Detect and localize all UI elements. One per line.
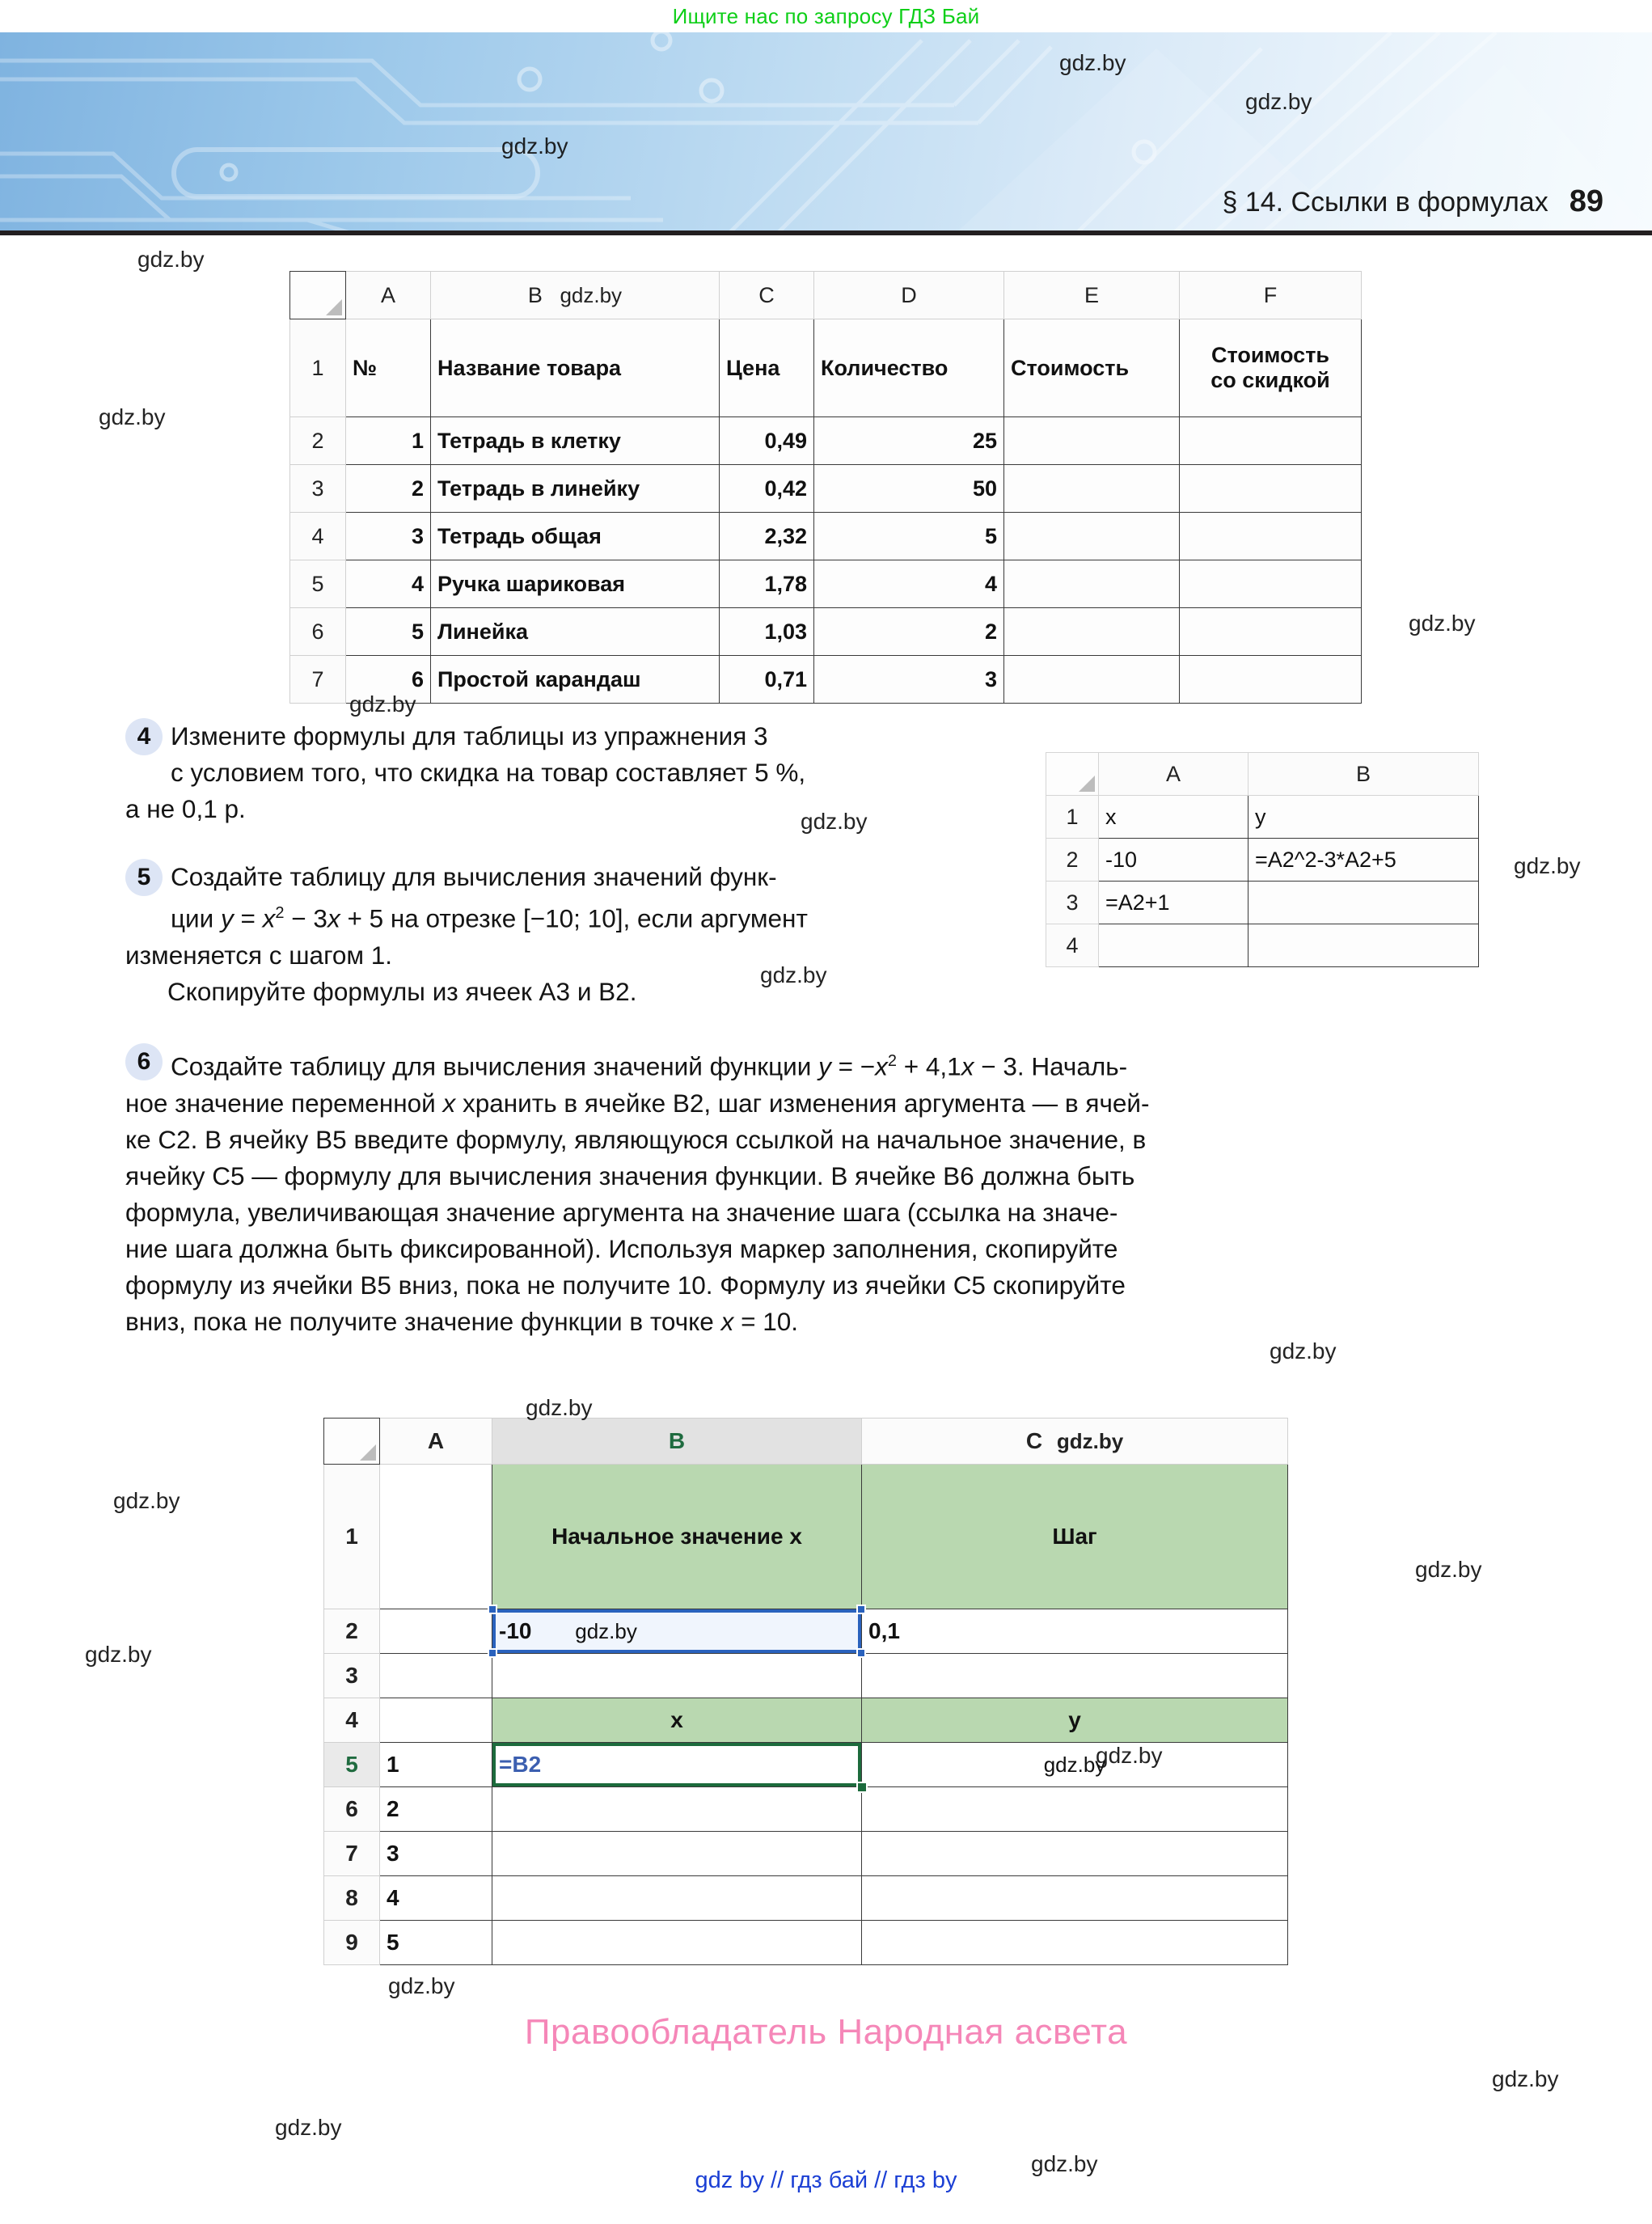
ex6-l1-x2: x: [961, 1051, 974, 1081]
cell-c2[interactable]: 0,49: [720, 417, 814, 465]
cell-a2[interactable]: -10: [1099, 839, 1249, 882]
cell-a5[interactable]: 1: [380, 1743, 492, 1787]
site-footer: [0, 2167, 1652, 2194]
column-header-row: [1046, 753, 1479, 796]
table-row: [1046, 839, 1479, 882]
promo-text: Ищите нас по запросу ГДЗ Бай: [672, 3, 980, 28]
cell-b9[interactable]: [492, 1921, 862, 1965]
cell-b4[interactable]: [1249, 924, 1479, 967]
row-header-5[interactable]: 5: [290, 560, 346, 608]
cell-f6[interactable]: [1180, 608, 1362, 656]
cell-c7[interactable]: [862, 1832, 1288, 1876]
cell-e5[interactable]: [1004, 560, 1180, 608]
column-header-c-label: C: [1025, 1428, 1043, 1453]
cell-f2[interactable]: [1180, 417, 1362, 465]
cell-b3[interactable]: [1249, 882, 1479, 924]
column-header-a[interactable]: A: [380, 1419, 492, 1465]
cell-a2[interactable]: [380, 1609, 492, 1654]
cell-b2-selected[interactable]: [492, 1609, 862, 1654]
watermark-16: gdz.by: [388, 1973, 455, 1998]
cell-b4[interactable]: x: [492, 1698, 862, 1743]
cell-a5[interactable]: 4: [346, 560, 431, 608]
watermark-14: gdz.by: [85, 1642, 152, 1667]
cell-a3[interactable]: =A2+1: [1099, 882, 1249, 924]
table-row: [324, 1743, 1288, 1787]
ex6-l1-eq: = −: [830, 1051, 876, 1081]
column-header-a[interactable]: A: [346, 272, 431, 319]
exercise-6-line-6: ние шага должна быть фиксированной). Используя маркер заполнения, скопируйте: [125, 1233, 1118, 1263]
cell-a3[interactable]: [380, 1654, 492, 1698]
table-row: [324, 1465, 1288, 1609]
ex6-l2-b: хранить в ячейке B2, шаг изменения аргумента — в ячей-: [455, 1088, 1150, 1118]
cell-e2[interactable]: [1004, 417, 1180, 465]
exercise-6-line-8: [125, 1304, 1492, 1340]
exercise-5-line-3: изменяется с шагом 1.: [125, 940, 393, 970]
ex5-l2-x2: x: [327, 903, 340, 933]
watermark-12: gdz.by: [113, 1488, 180, 1513]
cell-b2[interactable]: Тетрадь в клетку: [431, 417, 720, 465]
row-header-6[interactable]: 6: [324, 1787, 380, 1832]
row-header-1[interactable]: 1: [324, 1465, 380, 1609]
cell-b7[interactable]: [492, 1832, 862, 1876]
column-header-f[interactable]: F: [1180, 272, 1362, 319]
watermark-9: gdz.by: [760, 962, 827, 987]
watermark-5: gdz.by: [1409, 611, 1476, 636]
exercise-4: [125, 718, 1003, 827]
cell-b5[interactable]: Ручка шариковая: [431, 560, 720, 608]
cell-f1-line1: Стоимость: [1210, 343, 1330, 367]
column-header-d[interactable]: D: [814, 272, 1004, 319]
exercise-6-line-7: формулу из ячейки B5 вниз, пока не получите 10. Формулу из ячейки C5 скопируйте: [125, 1270, 1126, 1300]
cell-f3[interactable]: [1180, 465, 1362, 513]
selection-handle-tl[interactable]: [488, 1605, 497, 1614]
cell-f7[interactable]: [1180, 656, 1362, 704]
copyright-line: [0, 2012, 1652, 2053]
cell-b2-watermark: gdz.by: [575, 1619, 637, 1643]
exercise-5-badge: 5: [125, 859, 163, 896]
select-all-triangle-icon: [326, 299, 342, 315]
watermark-11: gdz.by: [526, 1395, 593, 1420]
cell-f4[interactable]: [1180, 513, 1362, 560]
column-header-e[interactable]: E: [1004, 272, 1180, 319]
column-header-c[interactable]: [862, 1419, 1288, 1465]
cell-c5[interactable]: gdz.by: [862, 1743, 1288, 1787]
table-row: [290, 608, 1362, 656]
row-header-2[interactable]: 2: [324, 1609, 380, 1654]
cell-a1[interactable]: [380, 1465, 492, 1609]
row-header-6[interactable]: 6: [290, 608, 346, 656]
watermark-1: gdz.by: [1245, 89, 1312, 114]
exercise-5: [125, 859, 1003, 1010]
cell-a6[interactable]: 2: [380, 1787, 492, 1832]
header-rule: [0, 230, 1652, 235]
cell-a4[interactable]: 3: [346, 513, 431, 560]
select-all-corner[interactable]: [290, 272, 346, 319]
cell-a1[interactable]: №: [346, 319, 431, 417]
cell-c3[interactable]: 0,42: [720, 465, 814, 513]
column-header-c[interactable]: C: [720, 272, 814, 319]
cell-b1[interactable]: y: [1249, 796, 1479, 839]
cell-d3[interactable]: 50: [814, 465, 1004, 513]
column-b-watermark: gdz.by: [560, 282, 623, 307]
watermark-2: gdz.by: [501, 133, 568, 159]
ex5-l2-pre: ции: [171, 903, 221, 933]
watermark-13: gdz.by: [1415, 1557, 1482, 1582]
ex6-l1-a: Создайте таблицу для вычисления значений функции: [171, 1051, 819, 1081]
cell-c7[interactable]: 0,71: [720, 656, 814, 704]
ex6-l8-a: вниз, пока не получите значение функции в точке: [125, 1306, 721, 1336]
cell-c5[interactable]: 1,78: [720, 560, 814, 608]
page-number: 89: [1569, 184, 1603, 218]
spreadsheet-function-table[interactable]: [323, 1418, 1288, 1965]
cell-c6[interactable]: 1,03: [720, 608, 814, 656]
cell-a8[interactable]: 4: [380, 1876, 492, 1921]
ex6-l1-y: y: [818, 1051, 831, 1081]
row-header-3[interactable]: 3: [1046, 882, 1099, 924]
exercise-5-line-2: [125, 895, 1003, 937]
cell-e3[interactable]: [1004, 465, 1180, 513]
cell-b5-active[interactable]: [492, 1743, 862, 1787]
watermark-4: gdz.by: [99, 404, 166, 429]
column-header-row: [290, 272, 1362, 319]
cell-b5-formula: =B2: [499, 1752, 542, 1777]
ex6-l2-x: x: [442, 1088, 456, 1118]
promo-banner: [0, 0, 1652, 32]
ex5-l2-y: y: [221, 903, 234, 933]
cell-b2-value: -10: [499, 1618, 532, 1643]
cell-c4[interactable]: 2,32: [720, 513, 814, 560]
cell-c9[interactable]: [862, 1921, 1288, 1965]
cell-a3[interactable]: 2: [346, 465, 431, 513]
ex6-l1-b: + 4,1: [896, 1051, 961, 1081]
table-row: [290, 465, 1362, 513]
select-all-triangle-icon: [1079, 776, 1095, 792]
column-header-b-label: B: [527, 282, 543, 307]
watermark-17: gdz.by: [1492, 2066, 1559, 2091]
ex5-l2-rest: + 5 на отрезке [−10; 10], если аргумент: [340, 903, 808, 933]
cell-b3[interactable]: [492, 1654, 862, 1698]
watermark-19: gdz.by: [1031, 2151, 1098, 2176]
ex6-l1-x: x: [875, 1051, 888, 1081]
cell-c1[interactable]: Шаг: [862, 1465, 1288, 1609]
watermark-10: gdz.by: [1270, 1338, 1337, 1364]
table-row: [324, 1609, 1288, 1654]
cell-e1[interactable]: Стоимость: [1004, 319, 1180, 417]
table-row: [324, 1921, 1288, 1965]
cell-c1[interactable]: Цена: [720, 319, 814, 417]
cell-a9[interactable]: 5: [380, 1921, 492, 1965]
select-all-corner[interactable]: [324, 1419, 380, 1465]
table-row: [324, 1787, 1288, 1832]
cell-b6[interactable]: [492, 1787, 862, 1832]
chapter-title: [1222, 184, 1603, 219]
site-footer-text: gdz by // гдз бай // гдз by: [695, 2167, 957, 2193]
select-all-triangle-icon: [360, 1444, 376, 1461]
row-header-7[interactable]: 7: [290, 656, 346, 704]
row-header-3[interactable]: 3: [290, 465, 346, 513]
cell-a2[interactable]: 1: [346, 417, 431, 465]
row-header-2[interactable]: 2: [1046, 839, 1099, 882]
row-header-1[interactable]: 1: [1046, 796, 1099, 839]
ex5-l2-x: x: [262, 903, 276, 933]
watermark-8: gdz.by: [1514, 853, 1581, 878]
table-row: [290, 417, 1362, 465]
cell-d4[interactable]: 5: [814, 513, 1004, 560]
table-row: [1046, 796, 1479, 839]
cell-f1[interactable]: [1180, 319, 1362, 417]
cell-a4[interactable]: [1099, 924, 1249, 967]
column-c-watermark: gdz.by: [1056, 1429, 1124, 1453]
exercise-5-line-1: Создайте таблицу для вычисления значений функ-: [171, 862, 777, 891]
cell-c4[interactable]: y: [862, 1698, 1288, 1743]
selection-handle-tr[interactable]: [856, 1605, 866, 1614]
row-header-7[interactable]: 7: [324, 1832, 380, 1876]
exercise-6-badge: 6: [125, 1043, 163, 1080]
table-row: [1046, 924, 1479, 967]
ex6-l1-sup: 2: [887, 1052, 897, 1070]
watermark-15: gdz.by: [1096, 1743, 1163, 1768]
row-header-2[interactable]: 2: [290, 417, 346, 465]
row-header-4[interactable]: 4: [290, 513, 346, 560]
row-header-8[interactable]: 8: [324, 1876, 380, 1921]
watermark-0: gdz.by: [1059, 50, 1126, 75]
column-header-b[interactable]: B: [1249, 753, 1479, 796]
cell-b1[interactable]: Начальное значение x: [492, 1465, 862, 1609]
fill-handle[interactable]: [856, 1782, 868, 1793]
ex6-l8-x: x: [720, 1306, 734, 1336]
cell-f1-line2: со скидкой: [1210, 368, 1330, 392]
exercise-6: [125, 1043, 1492, 1340]
selection-handle-bl[interactable]: [488, 1648, 497, 1658]
copyright-text: Правообладатель Народная асвета: [524, 2012, 1128, 2052]
column-header-row: [324, 1419, 1288, 1465]
row-header-4[interactable]: 4: [1046, 924, 1099, 967]
table-row: [290, 319, 1362, 417]
table-row: [324, 1876, 1288, 1921]
table-row: [324, 1832, 1288, 1876]
table-row: [324, 1698, 1288, 1743]
cell-e7[interactable]: [1004, 656, 1180, 704]
row-header-3[interactable]: 3: [324, 1654, 380, 1698]
row-header-5[interactable]: 5: [324, 1743, 380, 1787]
table-row: [1046, 882, 1479, 924]
ex6-l8-b: = 10.: [733, 1306, 799, 1336]
cell-b2[interactable]: =A2^2-3*A2+5: [1249, 839, 1479, 882]
cell-d7[interactable]: 3: [814, 656, 1004, 704]
chapter-label: § 14. Ссылки в формулах: [1222, 187, 1548, 218]
column-header-b[interactable]: [431, 272, 720, 319]
exercise-4-line-3: а не 0,1 р.: [125, 794, 246, 823]
table-row: [324, 1654, 1288, 1698]
cell-d5[interactable]: 4: [814, 560, 1004, 608]
selection-handle-br[interactable]: [856, 1648, 866, 1658]
cell-a7[interactable]: 6: [346, 656, 431, 704]
row-header-1[interactable]: 1: [290, 319, 346, 417]
select-all-corner[interactable]: [1046, 753, 1099, 796]
cell-b1[interactable]: Название товара: [431, 319, 720, 417]
ex6-l2-a: ное значение переменной: [125, 1088, 443, 1118]
watermark-18: gdz.by: [275, 2115, 342, 2140]
cell-a4[interactable]: [380, 1698, 492, 1743]
cell-b4[interactable]: Тетрадь общая: [431, 513, 720, 560]
exercise-6-line-5: формула, увеличивающая значение аргумента на значение шага (ссылка на значе-: [125, 1197, 1118, 1227]
cell-e6[interactable]: [1004, 608, 1180, 656]
cell-f5[interactable]: [1180, 560, 1362, 608]
cell-b6[interactable]: Линейка: [431, 608, 720, 656]
ex5-l2-sup: 2: [275, 904, 285, 922]
table-row: [290, 656, 1362, 704]
exercise-6-line-1: [125, 1043, 1492, 1085]
exercise-5-line-4: Скопируйте формулы из ячеек A3 и B2.: [167, 976, 637, 1006]
exercise-6-line-4: ячейку C5 — формулу для вычисления значения функции. В ячейке B6 должна быть: [125, 1161, 1135, 1190]
cell-b3[interactable]: Тетрадь в линейку: [431, 465, 720, 513]
cell-c3[interactable]: [862, 1654, 1288, 1698]
cell-d2[interactable]: 25: [814, 417, 1004, 465]
row-header-4[interactable]: 4: [324, 1698, 380, 1743]
spreadsheet-xy-small[interactable]: [1046, 752, 1479, 967]
exercise-6-line-2: [125, 1085, 1492, 1122]
cell-a1[interactable]: x: [1099, 796, 1249, 839]
cell-a7[interactable]: 3: [380, 1832, 492, 1876]
table-row: [290, 560, 1362, 608]
exercise-4-badge: 4: [125, 718, 163, 755]
cell-c8[interactable]: [862, 1876, 1288, 1921]
cell-d6[interactable]: 2: [814, 608, 1004, 656]
cell-b7[interactable]: Простой карандаш: [431, 656, 720, 704]
table-row: [290, 513, 1362, 560]
cell-c6[interactable]: [862, 1787, 1288, 1832]
cell-e4[interactable]: [1004, 513, 1180, 560]
column-header-b[interactable]: B: [492, 1419, 862, 1465]
spreadsheet-goods[interactable]: [289, 271, 1362, 704]
cell-d1[interactable]: Количество: [814, 319, 1004, 417]
exercise-4-line-2: с условием того, что скидка на товар составляет 5 %,: [171, 758, 806, 787]
ex5-l2-mid: − 3: [284, 903, 327, 933]
row-header-9[interactable]: 9: [324, 1921, 380, 1965]
ex5-l2-eq: =: [233, 903, 263, 933]
exercise-6-line-3: ке C2. В ячейку B5 введите формулу, являющуюся ссылкой на начальное значение, в: [125, 1124, 1147, 1154]
exercise-4-line-1: Измените формулы для таблицы из упражнения 3: [171, 721, 768, 750]
watermark-7: gdz.by: [801, 809, 868, 834]
cell-c2[interactable]: 0,1: [862, 1609, 1288, 1654]
watermark-3: gdz.by: [137, 247, 205, 272]
ex6-l1-c: − 3. Началь-: [974, 1051, 1128, 1081]
column-header-a[interactable]: A: [1099, 753, 1249, 796]
watermark-6: gdz.by: [349, 691, 416, 717]
cell-b8[interactable]: [492, 1876, 862, 1921]
cell-a6[interactable]: 5: [346, 608, 431, 656]
